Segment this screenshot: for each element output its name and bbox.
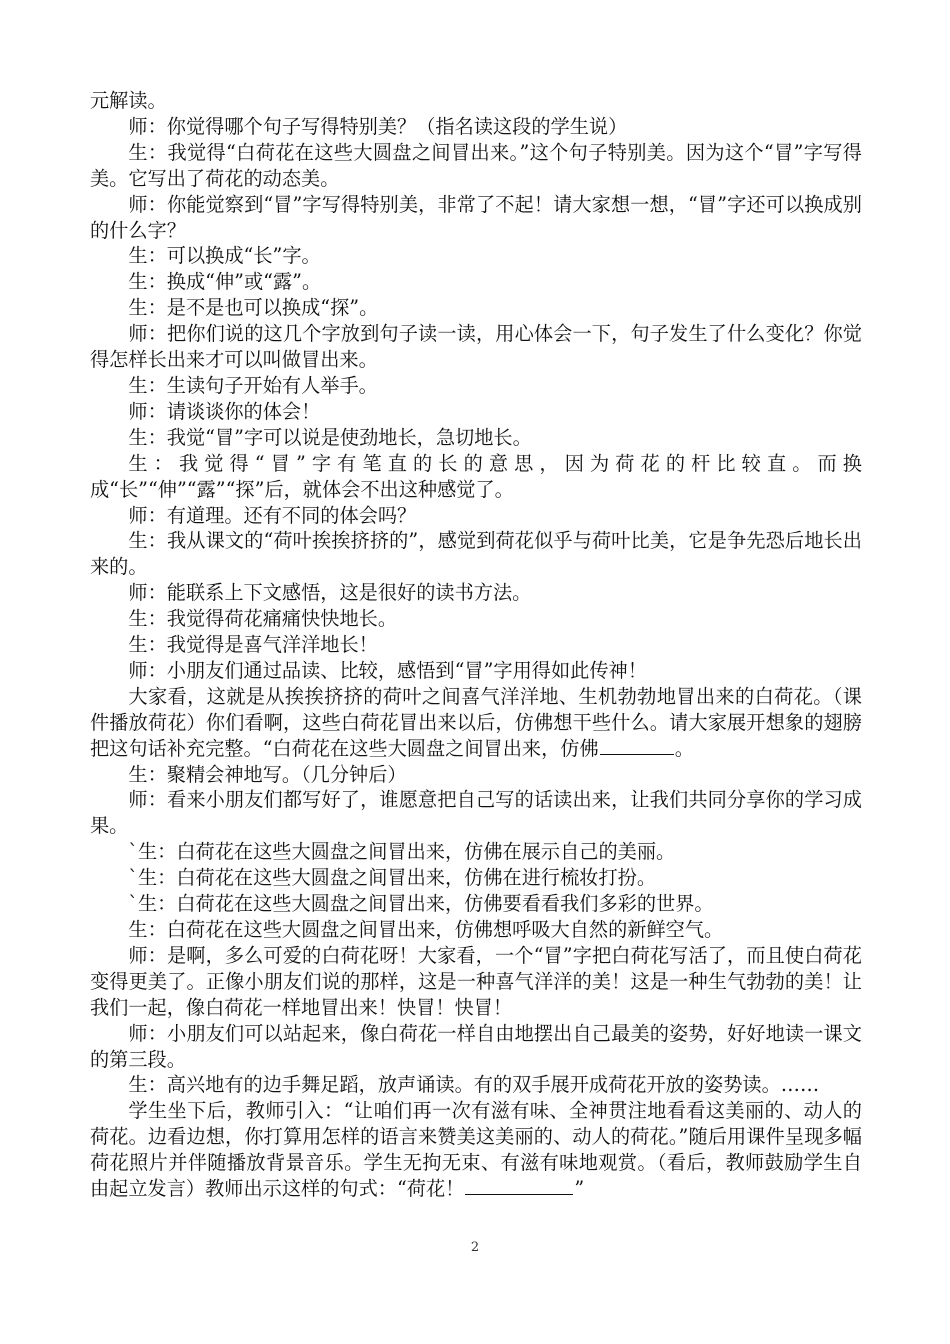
fill-in-blank	[600, 736, 674, 755]
paragraph: 生：换成“伸”或“露”。	[128, 270, 322, 294]
paragraph: 生：生读句子开始有人举手。	[128, 373, 378, 397]
paragraph: `生：白荷花在这些大圆盘之间冒出来，仿佛在展示自己的美丽。	[128, 840, 676, 864]
fill-in-blank	[465, 1176, 573, 1195]
paragraph-text: 。	[674, 736, 694, 760]
paragraph: 师：把你们说的这几个字放到句子读一读，用心体会一下，句子发生了什么变化？你觉得怎样长出来才可以叫做冒出来。	[90, 322, 862, 372]
paragraph-text: ”	[574, 1177, 585, 1201]
paragraph: 师：你能觉察到“冒”字写得特别美，非常了不起！请大家想一想，“冒”字还可以换成别的什么字？	[90, 192, 862, 242]
paragraph: 生：我觉得“白荷花在这些大圆盘之间冒出来。”这个句子特别美。因为这个“冒”字写得美。它写出了荷花的动态美。	[90, 140, 862, 190]
paragraph: 生：高兴地有的边手舞足蹈，放声诵读。有的双手展开成荷花开放的姿势读。……	[128, 1073, 820, 1097]
paragraph: 师：请谈谈你的体会！	[128, 399, 321, 423]
paragraph: 师：能联系上下文感悟，这是很好的读书方法。	[128, 581, 532, 605]
paragraph: 生：可以换成“长”字。	[128, 244, 321, 268]
paragraph: 师：看来小朋友们都写好了，谁愿意把自己写的话读出来，让我们共同分享你的学习成果。	[90, 788, 862, 838]
document-body	[90, 88, 862, 1202]
paragraph: 生：我从课文的“荷叶挨挨挤挤的”，感觉到荷花似乎与荷叶比美，它是争先恐后地长出来的。	[90, 529, 862, 579]
paragraph: 生：白荷花在这些大圆盘之间冒出来，仿佛想呼吸大自然的新鲜空气。	[128, 918, 724, 941]
paragraph: 师：你觉得哪个句子写得特别美？（指名读这段的学生说）	[128, 114, 628, 138]
fill-in-paragraph-2	[90, 1098, 862, 1202]
fill-in-paragraph-1	[90, 684, 862, 762]
paragraph: 师：小朋友们可以站起来，像白荷花一样自由地摆出自己最美的姿势，好好地读一课文的第三段。	[90, 1021, 862, 1071]
paragraph: 生：我觉得“冒”字有笔直的长的意思，因为荷花的杆比较直。而换成“长”“伸”“露”“探”后，就体会不出这种感觉了。	[90, 451, 862, 501]
paragraph: `生：白荷花在这些大圆盘之间冒出来，仿佛要看看我们多彩的世界。	[128, 892, 714, 916]
paragraph-group-2	[90, 762, 862, 1099]
paragraph: 师：小朋友们通过品读、比较，感悟到“冒”字用得如此传神！	[128, 658, 647, 682]
paragraph: 元解读。	[90, 89, 167, 112]
paragraph-text: 大家看，这就是从挨挨挤挤的荷叶之间喜气洋洋地、生机勃勃地冒出来的白荷花。（课件播放荷花）你们看啊，这些白荷花冒出来以后，仿佛想干些什么。请大家展开想象的翅膀把这句话补充完整。“白荷花在这些大圆盘之间冒出来，仿佛	[90, 684, 862, 760]
page-number: 2	[470, 1240, 480, 1255]
paragraph: `生：白荷花在这些大圆盘之间冒出来，仿佛在进行梳妆打扮。	[128, 866, 657, 890]
paragraph: 生：我觉“冒”字可以说是使劲地长，急切地长。	[128, 425, 532, 449]
paragraph-text: 学生坐下后，教师引入：“让咱们再一次有滋有味、全神贯注地看看这美丽的、动人的荷花。边看边想，你打算用怎样的语言来赞美这美丽的、动人的荷花。”随后用课件呈现多幅荷花照片并伴随播放背景音乐。学生无拘无束、有滋有味地观赏。（看后，教师鼓励学生自由起立发言）教师出示这样的句式：“荷花！	[90, 1099, 862, 1201]
paragraph: 师：有道理。还有不同的体会吗？	[128, 503, 417, 527]
paragraph: 生：是不是也可以换成“探”。	[128, 296, 379, 320]
paragraph: 师：是啊，多么可爱的白荷花呀！大家看，一个“冒”字把白荷花写活了，而且使白荷花变得更美了。正像小朋友们说的那样，这是一种喜气洋洋的美！这是一种生气勃勃的美！让我们一起，像白荷花一样地冒出来！快冒！快冒！	[90, 943, 862, 1019]
paragraph: 生：我觉得荷花痛痛快快地长。	[128, 607, 398, 631]
paragraph-group-1	[90, 88, 862, 684]
paragraph: 生：我觉得是喜气洋洋地长！	[128, 633, 378, 657]
paragraph: 生：聚精会神地写。（几分钟后）	[128, 762, 407, 786]
